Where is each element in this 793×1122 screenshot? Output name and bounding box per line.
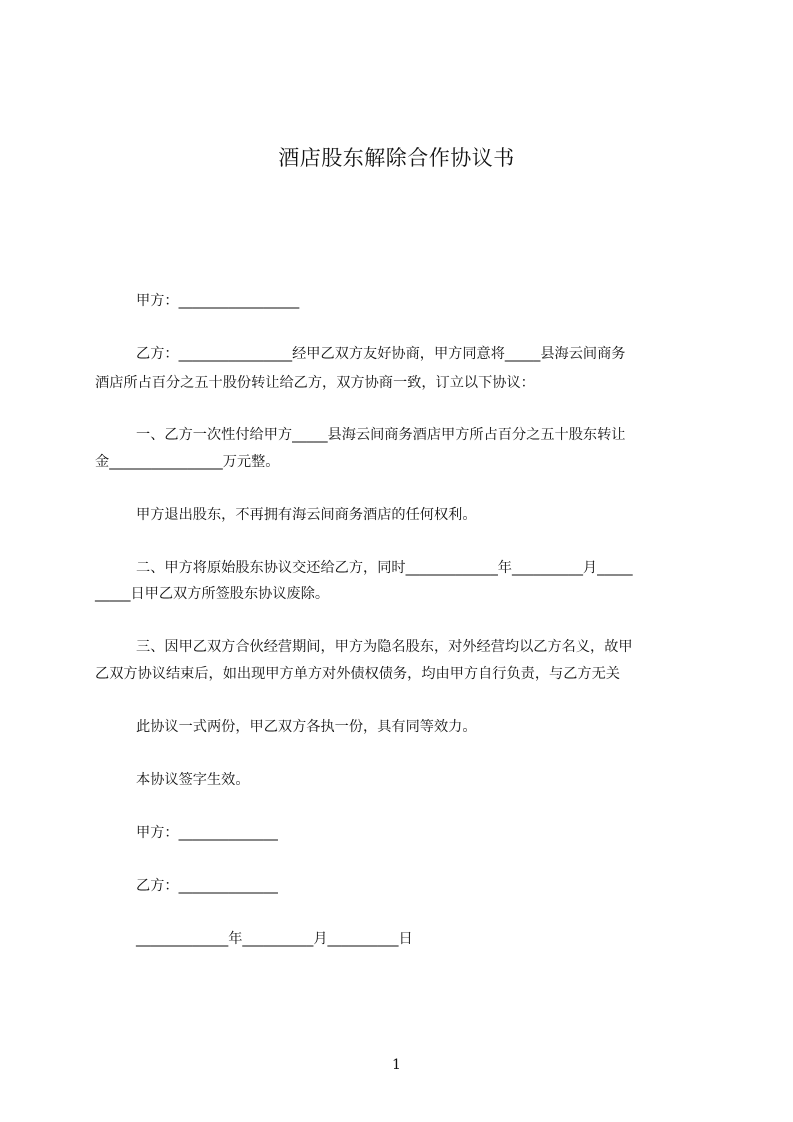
party-b-paragraph-line-1: 乙方：________________经甲乙双方友好协商，甲方同意将_____县海云间商务	[136, 346, 626, 362]
signature-date: _____________年__________月__________日	[136, 931, 413, 947]
copies-statement: 此协议一式两份，甲乙双方各执一份，具有同等效力。	[136, 719, 477, 735]
signature-party-b: 乙方：______________	[136, 878, 278, 894]
clause-2-line-1: 二、甲方将原始股东协议交还给乙方，同时_____________年__________月_____	[136, 560, 633, 576]
clause-3-line-2: 乙双方协议结束后，如出现甲方单方对外债权债务，均由甲方自行负责，与乙方无关	[95, 666, 620, 682]
clause-2-line-2: _____日甲乙双方所签股东协议废除。	[95, 586, 330, 602]
signature-party-a: 甲方：______________	[136, 825, 278, 841]
page-number: 1	[392, 1057, 401, 1073]
party-b-paragraph-line-2: 酒店所占百分之五十股份转让给乙方，双方协商一致，订立以下协议：	[95, 375, 535, 391]
clause-1-line-2: 金________________万元整。	[95, 454, 280, 470]
clause-3-line-1: 三、因甲乙双方合伙经营期间，甲方为隐名股东，对外经营均以乙方名义，故甲	[136, 639, 633, 655]
party-a-line: 甲方：_________________	[136, 293, 300, 309]
document-title: 酒店股东解除合作协议书	[278, 146, 515, 170]
clause-1-line-1: 一、乙方一次性付给甲方_____县海云间商务酒店甲方所占百分之五十股东转让	[136, 427, 626, 443]
withdrawal-statement: 甲方退出股东，不再拥有海云间商务酒店的任何权利。	[136, 507, 477, 523]
effective-statement: 本协议签字生效。	[136, 772, 250, 788]
